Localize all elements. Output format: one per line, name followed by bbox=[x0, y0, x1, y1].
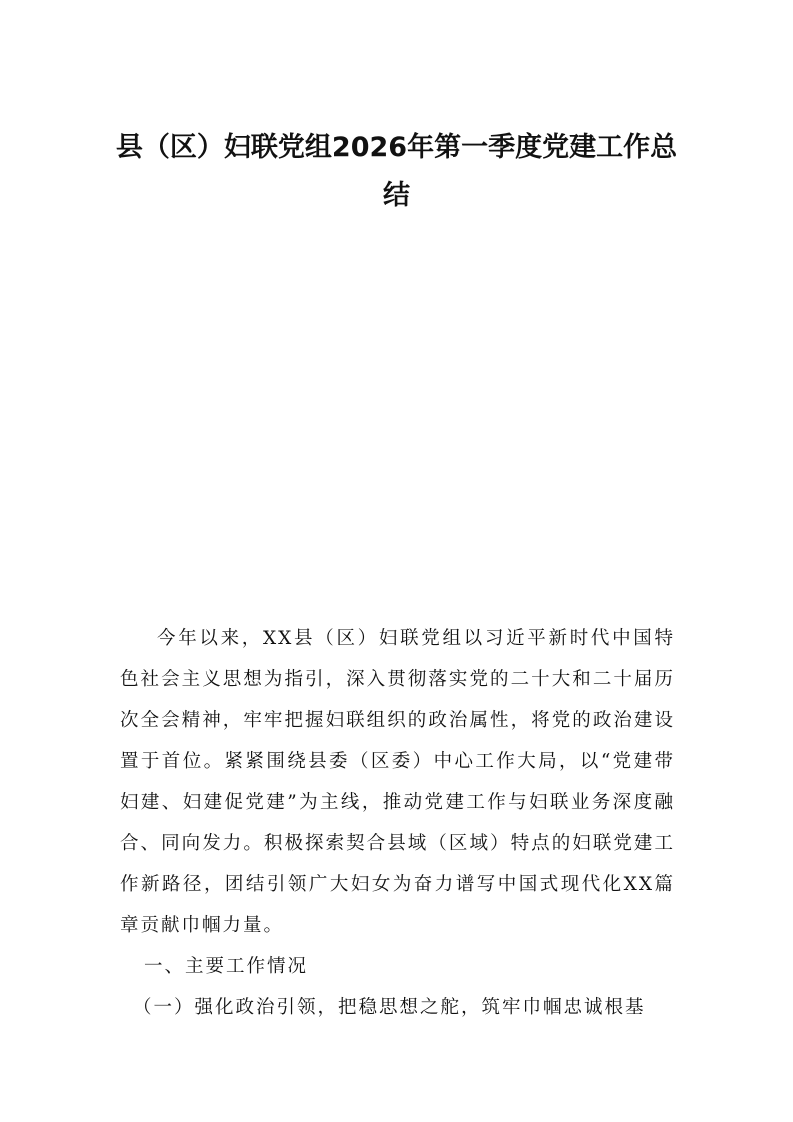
intro-paragraph: 今年以来，XX县（区）妇联党组以习近平新时代中国特色社会主义思想为指引，深入贯彻落实党的二十大和二十届历次全会精神，牢牢把握妇联组织的政治属性，将党的政治建设置于首位。紧紧围绕县委（区委）中心工作大局，以“党建带妇建、妇建促党建”为主线，推动党建工作与妇联业务深度融合、同向发力。积极探索契合县域（区域）特点的妇联党建工作新路径，团结引领广大妇女为奋力谱写中国式现代化XX篇章贡献巾帼力量。 bbox=[120, 628, 675, 936]
section-heading: 一、主要工作情况 bbox=[144, 956, 309, 977]
document-title: 县（区）妇联党组2026年第一季度党建工作总结 bbox=[115, 132, 678, 211]
document-body bbox=[120, 618, 675, 1028]
subsection-heading: （一）强化政治引领，把稳思想之舵，筑牢巾帼忠诚根基 bbox=[132, 997, 646, 1018]
